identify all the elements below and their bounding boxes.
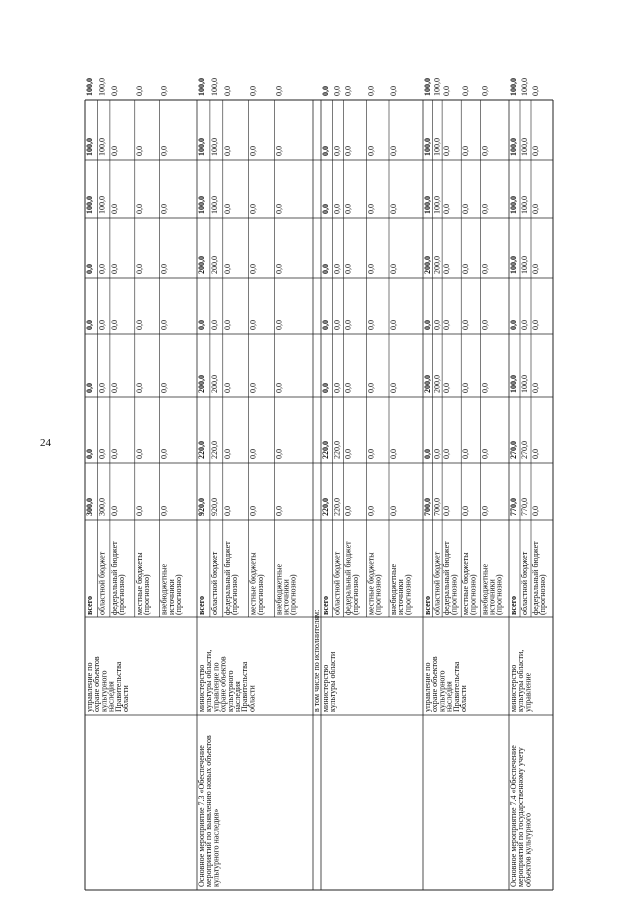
- executor-name: управление поохране объектовкультурногонаследияПравительстваобласти: [85, 656, 130, 712]
- value-cell: 100,0: [520, 138, 529, 156]
- funding-source: федеральный бюджет(прогнозно): [442, 541, 459, 615]
- value-cell: 100,0: [85, 78, 94, 96]
- value-cell: 0,0: [85, 264, 94, 274]
- value-cell: 0,0: [343, 506, 353, 516]
- funding-source: всего: [423, 595, 432, 615]
- funding-source: областной бюджет: [97, 551, 107, 615]
- funding-source: внебюджетныеисточники(прогнозно): [480, 564, 504, 615]
- value-cell: 0,0: [389, 320, 398, 330]
- value-cell: 100,0: [85, 138, 94, 156]
- value-cell: 0,0: [531, 383, 540, 393]
- value-cell: 220,0: [197, 441, 206, 459]
- value-cell: 0,0: [531, 449, 540, 459]
- value-cell: 270,0: [509, 441, 518, 459]
- executor-name: министерствокультуры области,управление поохране объектовкультурногонаследияПравительстваобласти: [197, 649, 257, 712]
- value-cell: 0,0: [343, 86, 353, 96]
- value-cell: 0,0: [159, 506, 169, 516]
- value-cell: 0,0: [321, 383, 330, 393]
- funding-source: всего: [85, 595, 94, 615]
- table-rotated-group: [85, 78, 553, 890]
- value-cell: 0,0: [109, 264, 119, 274]
- value-cell: 0,0: [134, 449, 144, 459]
- value-cell: 200,0: [197, 375, 206, 393]
- value-cell: 100,0: [509, 256, 518, 274]
- value-cell: 100,0: [520, 196, 529, 214]
- funding-source: всего: [321, 595, 330, 615]
- value-cell: 0,0: [442, 320, 452, 330]
- value-cell: 0,0: [109, 449, 119, 459]
- funding-source: областной бюджет: [520, 551, 529, 615]
- value-cell: 0,0: [531, 506, 540, 516]
- value-cell: 0,0: [442, 86, 452, 96]
- value-cell: 200,0: [432, 256, 442, 274]
- value-cell: 0,0: [461, 383, 471, 393]
- value-cell: 0,0: [274, 204, 284, 214]
- value-cell: 200,0: [423, 375, 432, 393]
- value-cell: 0,0: [461, 449, 471, 459]
- value-cell: 0,0: [248, 320, 258, 330]
- value-cell: 0,0: [461, 146, 471, 156]
- value-cell: 0,0: [332, 383, 342, 393]
- value-cell: 100,0: [209, 196, 219, 214]
- funding-source: внебюджетныеисточники(прогнозно): [389, 564, 413, 615]
- value-cell: 0,0: [222, 506, 232, 516]
- value-cell: 0,0: [134, 146, 144, 156]
- value-cell: 0,0: [274, 86, 284, 96]
- value-cell: 0,0: [442, 204, 452, 214]
- value-cell: 220,0: [209, 441, 219, 459]
- value-cell: 0,0: [366, 449, 376, 459]
- value-cell: 0,0: [248, 449, 258, 459]
- value-cell: 0,0: [222, 204, 232, 214]
- value-cell: 0,0: [389, 264, 398, 274]
- funding-source: местные бюджеты(прогнозно): [248, 552, 265, 615]
- funding-source: областной бюджет: [432, 551, 442, 615]
- value-cell: 0,0: [442, 146, 452, 156]
- value-cell: 0,0: [159, 146, 169, 156]
- value-cell: 100,0: [197, 196, 206, 214]
- value-cell: 770,0: [509, 498, 518, 516]
- value-cell: 0,0: [461, 86, 471, 96]
- value-cell: 0,0: [531, 264, 540, 274]
- value-cell: 0,0: [343, 264, 353, 274]
- value-cell: 0,0: [248, 86, 258, 96]
- value-cell: 0,0: [366, 320, 376, 330]
- value-cell: 0,0: [222, 86, 232, 96]
- value-cell: 0,0: [109, 320, 119, 330]
- value-cell: 0,0: [432, 320, 442, 330]
- value-cell: 0,0: [209, 320, 219, 330]
- executor-name: министерствокультуры области,управление: [509, 649, 533, 712]
- value-cell: 200,0: [432, 375, 442, 393]
- value-cell: 0,0: [248, 264, 258, 274]
- value-cell: 0,0: [321, 320, 330, 330]
- value-cell: 0,0: [442, 264, 452, 274]
- funding-source: внебюджетныеисточники(прогнозно): [159, 564, 184, 615]
- value-cell: 220,0: [332, 441, 342, 459]
- value-cell: 0,0: [332, 320, 342, 330]
- value-cell: 0,0: [480, 320, 490, 330]
- value-cell: 0,0: [274, 383, 284, 393]
- value-cell: 0,0: [480, 204, 490, 214]
- value-cell: 0,0: [442, 383, 452, 393]
- value-cell: 0,0: [159, 264, 169, 274]
- value-cell: 0,0: [442, 449, 452, 459]
- value-cell: 200,0: [209, 375, 219, 393]
- value-cell: 0,0: [274, 320, 284, 330]
- value-cell: 0,0: [509, 320, 518, 330]
- executor-name: управление поохране объектовкультурногонаследияПравительстваобласти: [423, 656, 468, 712]
- value-cell: 0,0: [159, 204, 169, 214]
- value-cell: 0,0: [248, 204, 258, 214]
- value-cell: 0,0: [222, 320, 232, 330]
- value-cell: 0,0: [366, 146, 376, 156]
- value-cell: 0,0: [531, 146, 540, 156]
- value-cell: 0,0: [332, 146, 342, 156]
- value-cell: 100,0: [197, 138, 206, 156]
- value-cell: 100,0: [423, 196, 432, 214]
- value-cell: 100,0: [509, 375, 518, 393]
- value-cell: 0,0: [134, 320, 144, 330]
- value-cell: 220,0: [321, 441, 330, 459]
- funding-source: местные бюджеты(прогнозно): [461, 552, 478, 615]
- value-cell: 100,0: [509, 196, 518, 214]
- value-cell: 920,0: [209, 498, 219, 516]
- value-cell: 0,0: [423, 449, 432, 459]
- program-name: Основное мероприятие 7.4 «Обеспечениемероприятий по государственному учетуобъектов культурного: [509, 745, 533, 887]
- value-cell: 0,0: [274, 146, 284, 156]
- value-cell: 0,0: [274, 264, 284, 274]
- value-cell: 0,0: [248, 146, 258, 156]
- value-cell: 100,0: [97, 196, 107, 214]
- executor-split-label: в том числе по исполнителям:: [312, 609, 321, 712]
- value-cell: 220,0: [321, 498, 330, 516]
- value-cell: 0,0: [480, 449, 490, 459]
- value-cell: 0,0: [248, 383, 258, 393]
- funding-source: местные бюджеты(прогнозно): [366, 552, 383, 615]
- value-cell: 200,0: [209, 256, 219, 274]
- funding-source: областной бюджет: [332, 551, 342, 615]
- value-cell: 0,0: [159, 86, 169, 96]
- value-cell: 0,0: [389, 204, 398, 214]
- value-cell: 0,0: [461, 264, 471, 274]
- value-cell: 100,0: [520, 78, 529, 96]
- value-cell: 0,0: [432, 449, 442, 459]
- value-cell: 0,0: [480, 146, 490, 156]
- funding-source: внебюджетныеисточники(прогнозно): [274, 564, 298, 615]
- value-cell: 0,0: [321, 204, 330, 214]
- value-cell: 700,0: [423, 498, 432, 516]
- value-cell: 0,0: [321, 264, 330, 274]
- value-cell: 0,0: [109, 506, 119, 516]
- value-cell: 920,0: [197, 498, 206, 516]
- value-cell: 0,0: [389, 146, 398, 156]
- funding-source: федеральный бюджет(прогнозно): [109, 541, 127, 615]
- value-cell: 0,0: [343, 320, 353, 330]
- value-cell: 0,0: [343, 204, 353, 214]
- value-cell: 0,0: [366, 204, 376, 214]
- value-cell: 0,0: [85, 449, 94, 459]
- funding-source: местные бюджеты(прогнозно): [134, 552, 151, 615]
- value-cell: 0,0: [197, 320, 206, 330]
- value-cell: 0,0: [461, 320, 471, 330]
- value-cell: 0,0: [222, 146, 232, 156]
- value-cell: 0,0: [109, 86, 119, 96]
- value-cell: 0,0: [461, 204, 471, 214]
- value-cell: 0,0: [109, 383, 119, 393]
- value-cell: 0,0: [366, 86, 376, 96]
- value-cell: 0,0: [366, 383, 376, 393]
- value-cell: 0,0: [97, 320, 107, 330]
- value-cell: 0,0: [480, 264, 490, 274]
- value-cell: 0,0: [531, 204, 540, 214]
- funding-source: всего: [509, 595, 518, 615]
- value-cell: 100,0: [423, 138, 432, 156]
- value-cell: 0,0: [332, 264, 342, 274]
- value-cell: 0,0: [248, 506, 258, 516]
- table-grid: [85, 100, 553, 890]
- value-cell: 0,0: [480, 86, 490, 96]
- value-cell: 0,0: [159, 449, 169, 459]
- value-cell: 0,0: [109, 204, 119, 214]
- value-cell: 0,0: [134, 264, 144, 274]
- value-cell: 0,0: [531, 86, 540, 96]
- value-cell: 300,0: [97, 498, 107, 516]
- value-cell: 0,0: [366, 264, 376, 274]
- value-cell: 0,0: [480, 383, 490, 393]
- value-cell: 0,0: [366, 506, 376, 516]
- page-number: 24: [40, 437, 51, 449]
- value-cell: 0,0: [222, 264, 232, 274]
- value-cell: 0,0: [461, 506, 471, 516]
- value-cell: 0,0: [332, 86, 342, 96]
- value-cell: 100,0: [432, 138, 442, 156]
- funding-source: всего: [197, 595, 206, 615]
- value-cell: 0,0: [442, 506, 452, 516]
- program-name: Основное мероприятие 7.3 «Обеспечениемероприятий по выявлению новых объектовкультурного наследия»: [197, 735, 221, 887]
- funding-source: федеральный бюджет(прогнозно): [222, 541, 239, 615]
- value-cell: 100,0: [432, 196, 442, 214]
- value-cell: 0,0: [274, 449, 284, 459]
- executor-name: министерствокультуры области: [321, 651, 338, 712]
- value-cell: 0,0: [222, 449, 232, 459]
- value-cell: 770,0: [520, 498, 529, 516]
- value-cell: 100,0: [209, 138, 219, 156]
- value-cell: 0,0: [159, 383, 169, 393]
- value-cell: 0,0: [343, 383, 353, 393]
- value-cell: 0,0: [389, 506, 398, 516]
- value-cell: 0,0: [343, 146, 353, 156]
- value-cell: 100,0: [423, 78, 432, 96]
- value-cell: 0,0: [134, 204, 144, 214]
- value-cell: 0,0: [85, 383, 94, 393]
- value-cell: 100,0: [209, 78, 219, 96]
- value-cell: 0,0: [332, 204, 342, 214]
- value-cell: 0,0: [520, 320, 529, 330]
- value-cell: 100,0: [509, 78, 518, 96]
- value-cell: 0,0: [134, 506, 144, 516]
- value-cell: 0,0: [97, 383, 107, 393]
- funding-source: федеральный бюджет(прогнозно): [531, 541, 548, 615]
- table-cells: [85, 78, 547, 887]
- value-cell: 200,0: [197, 256, 206, 274]
- value-cell: 0,0: [274, 506, 284, 516]
- value-cell: 0,0: [423, 320, 432, 330]
- value-cell: 0,0: [389, 383, 398, 393]
- value-cell: 700,0: [432, 498, 442, 516]
- value-cell: 100,0: [97, 138, 107, 156]
- value-cell: 0,0: [480, 506, 490, 516]
- value-cell: 0,0: [159, 320, 169, 330]
- funding-source: областной бюджет: [209, 551, 219, 615]
- funding-source: федеральный бюджет(прогнозно): [343, 541, 360, 615]
- value-cell: 0,0: [97, 264, 107, 274]
- value-cell: 270,0: [520, 441, 529, 459]
- value-cell: 0,0: [85, 320, 94, 330]
- value-cell: 0,0: [321, 146, 330, 156]
- value-cell: 100,0: [520, 375, 529, 393]
- value-cell: 0,0: [321, 86, 330, 96]
- value-cell: 100,0: [97, 78, 107, 96]
- value-cell: 0,0: [134, 86, 144, 96]
- value-cell: 100,0: [197, 78, 206, 96]
- value-cell: 100,0: [520, 256, 529, 274]
- value-cell: 0,0: [97, 449, 107, 459]
- value-cell: 300,0: [85, 498, 94, 516]
- value-cell: 100,0: [85, 196, 94, 214]
- value-cell: 200,0: [423, 256, 432, 274]
- value-cell: 0,0: [222, 383, 232, 393]
- value-cell: 100,0: [432, 78, 442, 96]
- value-cell: 220,0: [332, 498, 342, 516]
- value-cell: 0,0: [343, 449, 353, 459]
- value-cell: 0,0: [531, 320, 540, 330]
- value-cell: 100,0: [509, 138, 518, 156]
- value-cell: 0,0: [134, 383, 144, 393]
- value-cell: 0,0: [389, 449, 398, 459]
- value-cell: 0,0: [109, 146, 119, 156]
- value-cell: 0,0: [389, 86, 398, 96]
